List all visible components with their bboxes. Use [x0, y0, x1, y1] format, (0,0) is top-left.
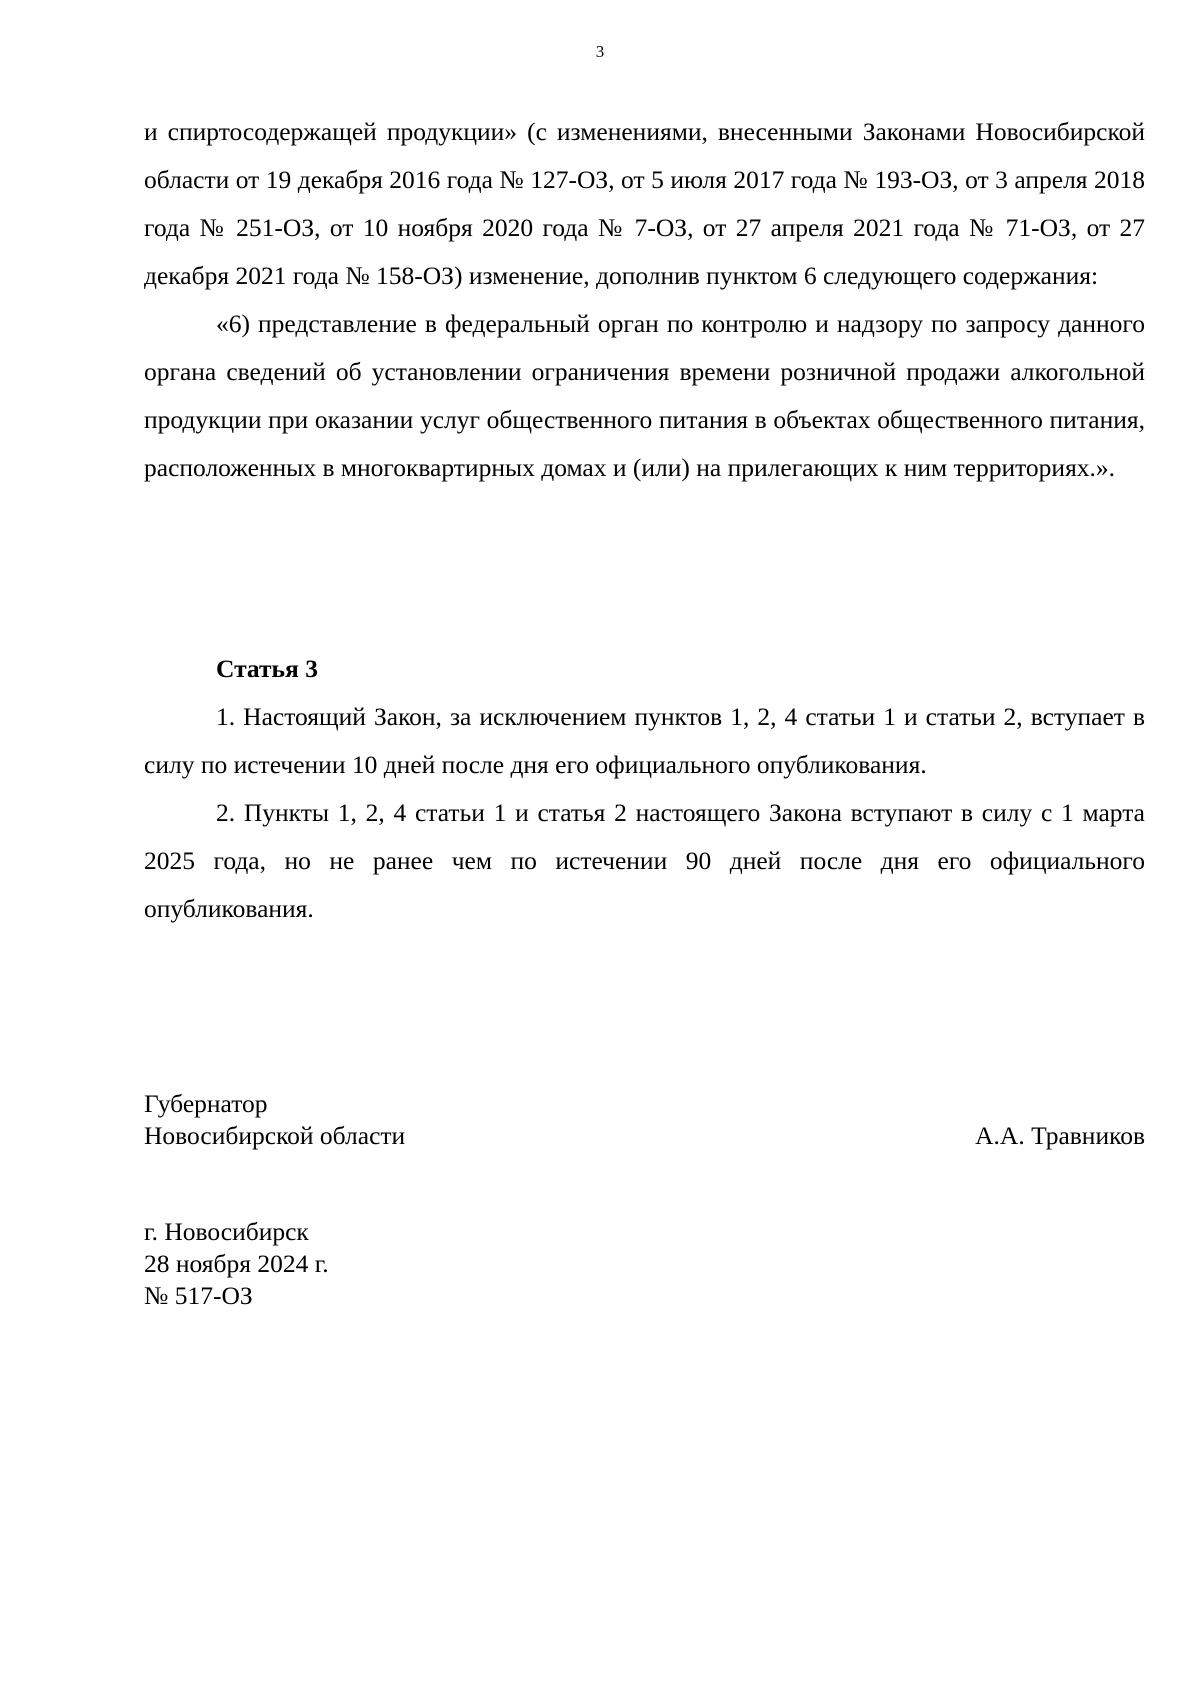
page-number: 3 — [595, 42, 605, 61]
article-3 — [144, 645, 1145, 933]
paragraph-amendment-intro: и спиртосодержащей продукции» (с изменениями, внесенными Законами Новосибирской области от 19 декабря 2016 года № 127-ОЗ, от 5 июля 2017 года № 193-ОЗ, от 3 апреля 2018 года № 251-ОЗ, от 10 ноября 2020 года № 7-ОЗ, от 27 апреля 2021 года № 71-ОЗ, от 27 декабря 2021 года № 158-ОЗ) изменение, дополнив пунктом 6 следующего содержания: — [144, 117, 1145, 290]
article-item-2: 2. Пункты 1, 2, 4 статьи 1 и статья 2 настоящего Закона вступают в силу с 1 марта 2025 года, но не ранее чем по истечении 90 дней после дня его официального опубликования. — [144, 798, 1145, 923]
paragraph-item-6: «6) представление в федеральный орган по контролю и надзору по запросу данного органа сведений об установлении ограничения времени розничной продажи алкогольной продукции при оказании услуг общественного питания в объектах общественного питания, расположенных в многоквартирных домах и (или) на прилегающих к ним территориях.». — [144, 309, 1145, 482]
signature-block — [144, 1088, 1145, 1152]
article-item-1: 1. Настоящий Закон, за исключением пунктов 1, 2, 4 статьи 1 и статьи 2, вступает в силу по истечении 10 дней после дня его официального опубликования. — [144, 702, 1145, 779]
place-date-number — [144, 1216, 1145, 1312]
signatory-title-line2: Новосибирской области — [144, 1121, 406, 1150]
article-heading: Статья 3 — [216, 654, 318, 683]
law-date: 28 ноября 2024 г. — [144, 1249, 329, 1278]
law-text-continuation — [144, 108, 1145, 492]
signatory-name: А.А. Травников — [975, 1121, 1145, 1150]
signatory-title-line1: Губернатор — [144, 1089, 268, 1118]
law-number: № 517-ОЗ — [144, 1281, 253, 1310]
place-city: г. Новосибирск — [144, 1217, 309, 1246]
